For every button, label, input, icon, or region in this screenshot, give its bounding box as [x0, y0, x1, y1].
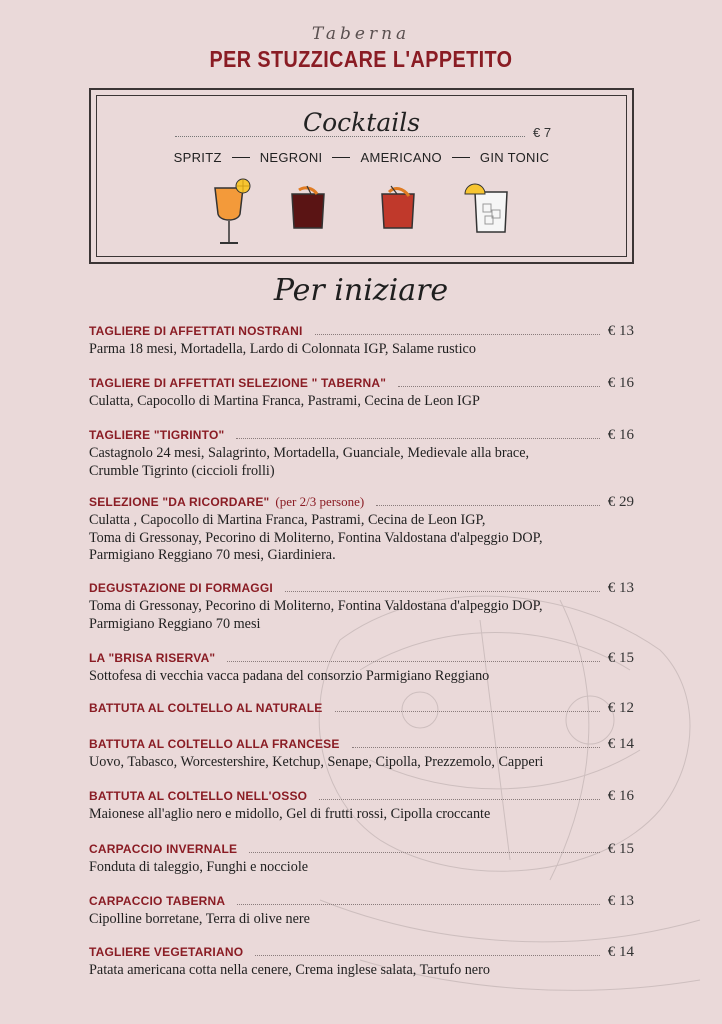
menu-item-description: Fonduta di taleggio, Funghi e nocciole [89, 859, 309, 875]
leader-dots [227, 661, 599, 662]
cocktails-box-inner-border [96, 95, 627, 257]
cocktails-list [97, 150, 626, 165]
cocktail-separator [232, 157, 250, 158]
menu-item-price: € 15 [607, 841, 634, 857]
menu-item [89, 736, 634, 772]
menu-item-name: DEGUSTAZIONE DI FORMAGGI [89, 581, 273, 595]
menu-item-name: SELEZIONE "DA RICORDARE" [89, 495, 270, 509]
menu-item [89, 375, 634, 411]
menu-item-price: € 14 [607, 944, 634, 960]
cocktail-separator [332, 157, 350, 158]
cocktail-separator [452, 157, 470, 158]
menu-item-description: Parma 18 mesi, Mortadella, Lardo di Colonnata IGP, Salame rustico [89, 341, 476, 357]
menu-item-description: Cipolline borretane, Terra di olive nere [89, 911, 310, 927]
gin-tonic-glass-icon [461, 180, 511, 238]
menu-item-description: Maionese all'aglio nero e midollo, Gel di frutti rossi, Cipolla croccante [89, 806, 491, 822]
menu-item [89, 893, 634, 929]
menu-item [89, 700, 634, 718]
menu-item-price: € 13 [607, 893, 634, 909]
leader-dots [285, 591, 600, 592]
cocktails-box [89, 88, 634, 264]
cocktails-price: € 7 [533, 125, 552, 140]
menu-item-price: € 12 [607, 700, 634, 716]
menu-item-name: LA "BRISA RISERVA" [89, 651, 216, 665]
menu-item-description: Castagnolo 24 mesi, Salagrinto, Mortadella, Guanciale, Medievale alla brace, Crumble Tigrinto (ciccioli frolli) [89, 445, 530, 479]
menu-item [89, 650, 634, 686]
menu-item-name: BATTUTA AL COLTELLO ALLA FRANCESE [89, 737, 340, 751]
menu-item [89, 841, 634, 877]
menu-item-price: € 29 [607, 494, 634, 510]
leader-dots [398, 386, 600, 387]
cocktail-gin-tonic: GIN TONIC [479, 150, 550, 165]
menu-item-price: € 16 [607, 375, 634, 391]
menu-item-name: TAGLIERE "TIGRINTO" [89, 428, 225, 442]
menu-item-name: TAGLIERE VEGETARIANO [89, 945, 244, 959]
section-title: Per iniziare [273, 273, 449, 308]
leader-dots [255, 955, 600, 956]
menu-item-name: CARPACCIO TABERNA [89, 894, 226, 908]
cocktails-leader-dots [175, 136, 525, 137]
leader-dots [249, 852, 599, 853]
leader-dots [376, 505, 600, 506]
leader-dots [315, 334, 600, 335]
menu-item-description: Patata americana cotta nella cenere, Crema inglese salata, Tartufo nero [89, 962, 490, 978]
menu-item [89, 494, 634, 565]
cocktails-title: Cocktails [302, 108, 421, 137]
menu-item-price: € 14 [607, 736, 634, 752]
cocktail-americano: AMERICANO [360, 150, 442, 165]
menu-item-price: € 15 [607, 650, 634, 666]
menu-item-name: BATTUTA AL COLTELLO AL NATURALE [89, 701, 323, 715]
menu-item-name: TAGLIERE DI AFFETTATI NOSTRANI [89, 324, 303, 338]
leader-dots [236, 438, 599, 439]
menu-item-name: BATTUTA AL COLTELLO NELL'OSSO [89, 789, 308, 803]
leader-dots [319, 799, 600, 800]
menu-item-description: Toma di Gressonay, Pecorino di Moliterno, Fontina Valdostana d'alpeggio DOP, Parmigiano Reggiano 70 mesi [89, 598, 543, 632]
menu-item-price: € 16 [607, 788, 634, 804]
menu-item [89, 427, 634, 480]
negroni-glass-icon [287, 184, 329, 236]
menu-item-price: € 13 [607, 323, 634, 339]
menu-item-description: Culatta, Capocollo di Martina Franca, Pastrami, Cecina de Leon IGP [89, 393, 480, 409]
spritz-glass-icon [209, 176, 253, 250]
menu-item-note: (per 2/3 persone) [275, 494, 365, 509]
cocktail-negroni: NEGRONI [259, 150, 323, 165]
americano-glass-icon [377, 184, 419, 236]
menu-item-price: € 16 [607, 427, 634, 443]
leader-dots [335, 711, 600, 712]
menu-item-price: € 13 [607, 580, 634, 596]
menu-item-name: CARPACCIO INVERNALE [89, 842, 238, 856]
leader-dots [237, 904, 599, 905]
menu-item [89, 323, 634, 359]
menu-item-name: TAGLIERE DI AFFETTATI SELEZIONE " TABERNA" [89, 376, 387, 390]
menu-item-description: Uovo, Tabasco, Worcestershire, Ketchup, Senape, Cipolla, Prezzemolo, Capperi [89, 754, 544, 770]
leader-dots [352, 747, 600, 748]
menu-item [89, 580, 634, 633]
menu-item [89, 944, 634, 980]
brand-script: Taberna [311, 24, 411, 44]
cocktail-spritz: SPRITZ [173, 150, 222, 165]
menu-item-description: Sottofesa di vecchia vacca padana del consorzio Parmigiano Reggiano [89, 668, 490, 684]
menu-item [89, 788, 634, 824]
menu-item-description: Culatta , Capocollo di Martina Franca, Pastrami, Cecina de Leon IGP, Toma di Gressonay, Pecorino di Moliterno, Fontina Valdostana d'alpeggio DOP, Parmigiano Reggiano 70 mesi, Giardiniera. [89, 512, 543, 563]
page-title: PER STUZZICARE L'APPETITO [209, 46, 513, 72]
